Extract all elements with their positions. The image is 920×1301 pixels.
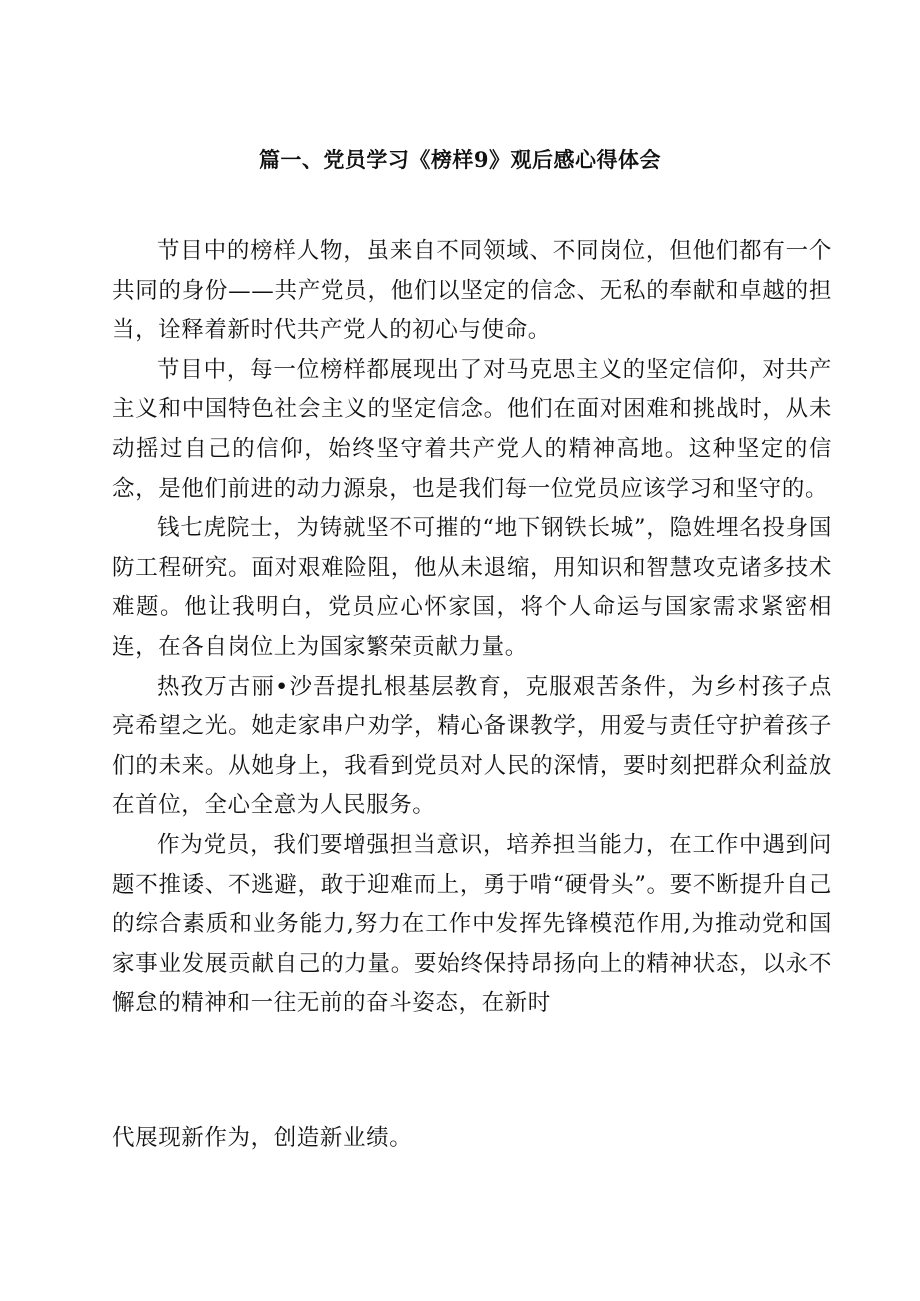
paragraph-continuation: 代展现新作为，创造新业绩。 xyxy=(112,1125,413,1151)
paragraph-3: 钱七虎院士，为铸就坚不可摧的“地下钢铁长城”，隐姓埋名投身国防工程研究。面对艰难险阻，他从未退缩，用知识和智慧攻克诸多技术难题。他让我明白，党员应心怀家国，将个人命运与国家需求紧密相连，在各自岗位上为国家繁荣贡献力量。 xyxy=(112,515,832,660)
paragraph-4: 热孜万古丽•沙吾提扎根基层教育，克服艰苦条件，为乡村孩子点亮希望之光。她走家串户劝学，精心备课教学，用爱与责任守护着孩子们的未来。从她身上，我看到党员对人民的深情，要时刻把群众利益放在首位，全心全意为人民服务。 xyxy=(112,673,832,819)
document-body xyxy=(112,232,832,1024)
document-title: 篇一、党员学习《榜样9》观后感心得体会 xyxy=(258,147,662,172)
paragraph-1: 节目中的榜样人物，虽来自不同领域、不同岗位，但他们都有一个共同的身份——共产党员，他们以坚定的信念、无私的奉献和卓越的担当，诠释着新时代共产党人的初心与使命。 xyxy=(112,238,832,344)
paragraph-2: 节目中，每一位榜样都展现出了对马克思主义的坚定信仰，对共产主义和中国特色社会主义的坚定信念。他们在面对困难和挑战时，从未动摇过自己的信仰，始终坚守着共产党人的精神高地。这种坚定的信念，是他们前进的动力源泉，也是我们每一位党员应该学习和坚守的。 xyxy=(112,356,832,502)
paragraph-5: 作为党员，我们要增强担当意识，培养担当能力，在工作中遇到问题不推诿、不逃避，敢于迎难而上，勇于啃“硬骨头”。要不断提升自己的综合素质和业务能力,努力在工作中发挥先锋模范作用,为推动党和国家事业发展贡献自己的力量。要始终保持昂扬向上的精神状态，以永不懈怠的精神和一往无前的奋斗姿态，在新时 xyxy=(112,831,832,1017)
